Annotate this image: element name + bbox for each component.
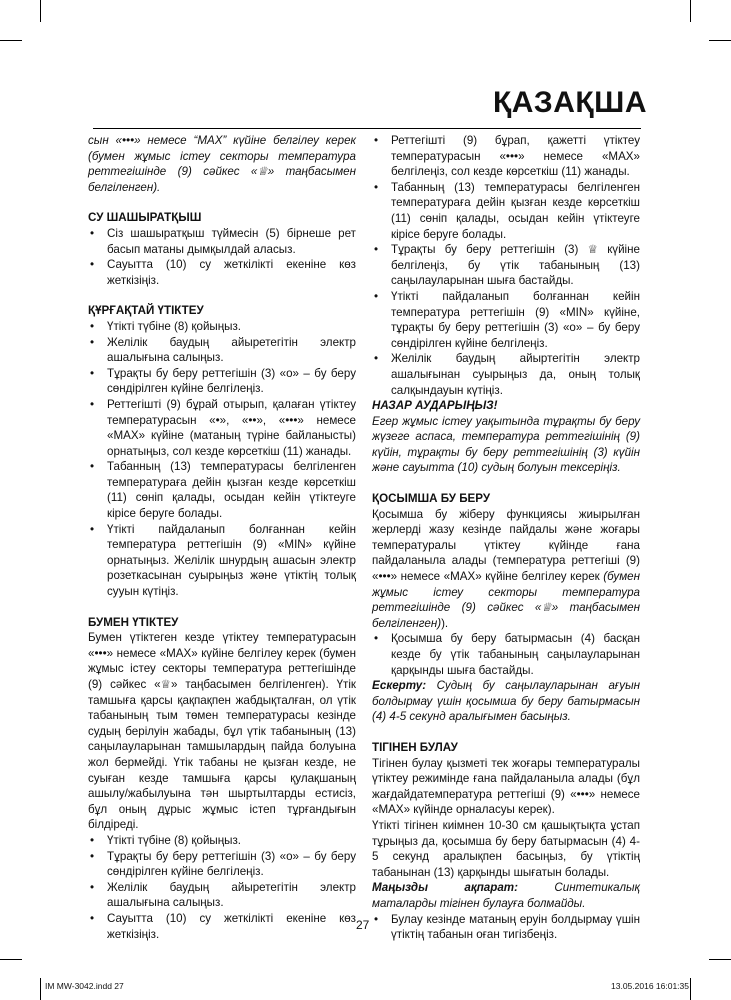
note-text: Судың бу саңылауларынан ағуын болдырмау үшін қосымша бу беру батырмасын (4) 4-5 секунд аралығымен басыңыз. [372,679,640,724]
list-item: • Сіз шашыратқыш түймесін (5) бірнеше рет басып матаны дымқылдай аласыз. [88,226,356,257]
section-heading-steam-ironing: БУМЕН ҮТІКТЕУ [88,615,179,629]
section-heading-dry-ironing: ҚҰРҒАҚТАЙ ҮТІКТЕУ [88,304,204,318]
list-item: • Реттегішті (9) бұрай отырып, қалаған үтіктеу температурасын «•», «••», «•••» немесе «MAX» күйіне (матаның түріне байланысты) орнатыңыз, сол кезде көрсеткіш (11) жанады. [88,397,356,459]
list-item: • Булау кезінде матаның еруін болдырмау үшін үтіктің табанын оған тигізбеңіз. [372,912,640,943]
section-heading-vertical-steam: ТІГІНЕН БУЛАУ [372,740,458,754]
note-paragraph [372,678,640,725]
crop-mark [709,40,731,41]
steam-ironing-list-continued [372,133,640,398]
extra-steam-list [372,631,640,678]
vertical-steam-list [372,912,640,943]
intro-paragraph: сын «•••» немесе “MAX” күйіне белгілеу керек (бумен жұмыс істеу секторы температура реттегішінде (9) сәйкес «♕» таңбасымен белгіленген). [88,134,356,194]
list-item: • Желілік баудың айыретегітін электр ашалығына салыңыз. [88,335,356,366]
list-item: • Үтікті түбіне (8) қойыңыз. [88,319,356,335]
list-item: • Табанның (13) температурасы белгіленген температураға дейін қызған кезде көрсеткіш (11) сөніп қалады, осыдан кейін үтіктеуге кірісе беруге болады. [372,180,640,242]
list-item: • Қосымша бу беру батырмасын (4) басқан кезде бу үтік табанының саңылауларынан қарқынды шыға бастайды. [372,631,640,678]
crop-mark [690,0,691,22]
note-label: Ескерту: [372,679,427,693]
crop-mark [690,978,691,1000]
dry-ironing-list [88,319,356,600]
vertical-steam-paragraph-2: Үтікті тігінен киімнен 10-30 см қашықтықта ұстап тұрыңыз да, қосымша бу беру батырмасын (4) 4-5 секунд аралықпен басыңыз, бу үтіктің табанынан (13) қарқынды шығатын болады. [372,818,640,879]
list-item: • Желілік баудың айыртегітін электр ашалығынан суырыңыз да, оның толық салқындауын күтіңіз. [372,351,640,398]
vertical-steam-paragraph-1: Тігінен булау қызметі тек жоғары температуралы үтіктеу режимінде ғана пайдаланыла алады (бұл жағдайдатемпература реттегіші (9) «•••» немесе «MAX» күйінде орналасуы керек). [372,756,640,817]
page-number: 27 [356,918,370,932]
crop-mark [0,959,22,960]
page-title: ҚАЗАҚША [492,86,647,119]
list-item: • Желілік баудың айыретегітін электр ашалығына салыңыз. [88,880,356,911]
crop-mark [40,0,41,22]
list-item: • Үтікті пайдаланып болғаннан кейін температура реттегішін (9) «MIN» күйіне орнатыңыз. Желілік шнурдың ашасын электр розеткасынан суырыңыз және үтіктің толық сууын күтіңіз. [88,522,356,600]
info-paragraph [372,880,640,911]
list-item: • Тұрақты бу беру реттегішін (3) ♕ күйіне белгілеңіз, бу үтік табанының (13) саңылауларынан шыға бастайды. [372,242,640,289]
list-item: • Реттегішті (9) бұрап, қажетті үтіктеу температурасын «•••» немесе «MAX» белгілеңіз, сол кезде көрсеткіш (11) жанады. [372,133,640,180]
header-rule [93,128,641,129]
crop-mark [709,959,731,960]
footer-timestamp: 13.05.2016 16:01:35 [611,981,689,991]
warning-heading: НАЗАР АУДАРЫҢЫЗ! [372,399,498,413]
spray-list [88,226,356,288]
list-item: • Тұрақты бу беру реттегішін (3) «о» – бу беру сөндірілген күйіне белгілеңіз. [88,849,356,880]
list-item: • Табанның (13) температурасы белгіленген температураға дейін қызған кезде көрсеткіш (11) сөніп қалады, осыдан кейін үтіктеуге кірісе беруге болады. [88,459,356,521]
section-heading-extra-steam: ҚОСЫМША БУ БЕРУ [372,492,491,506]
info-label: Маңызды ақпарат: [372,881,518,895]
extra-steam-text: Қосымша бу жіберу функциясы жиырылған жерлерді жазу кезінде пайдалы және жоғары температуралы үтіктеу күйінде ғана пайдаланыла алады (температура реттегіші (9) «•••» немесе «MAX» күйіне белгілеу керек [372,507,640,584]
warning-text: Егер жұмыс істеу уақытында тұрақты бу беру жүзеге аспаса, температура реттегішінің (9) күйін, тұрақты бу беру реттегішінің (3) күйін және сауытта (10) судың болуын тексеріңіз. [372,414,640,475]
list-item: • Сауытта (10) су жеткілікті екеніне көз жеткізіңіз. [88,911,356,942]
crop-mark [0,40,22,41]
extra-steam-italic: (бумен жұмыс істеу секторы температура реттегішінде (9) сәйкес «♕» таңбасымен белгіленген) [372,570,640,630]
info-text: Синтетикалық маталарды тігінен булауға болмайды. [372,881,640,910]
section-heading-spray: СУ ШАШЫРАТҚЫШ [88,211,202,225]
list-item: • Үтікті пайдаланып болғаннан кейін температура реттегішін (9) «MIN» күйіне, тұрақты бу беру реттегішін (3) «о» – бу беру сөндірілген күйіне белгілеңіз. [372,289,640,351]
list-item: • Тұрақты бу беру реттегішін (3) «о» – бу беру сөндірілген күйіне белгілеңіз. [88,366,356,397]
extra-steam-end: ). [441,616,449,630]
right-column [372,133,640,943]
list-item: • Сауытта (10) су жеткілікті екеніне көз жеткізіңіз. [88,257,356,288]
crop-mark [40,978,41,1000]
steam-ironing-list [88,833,356,942]
list-item: • Үтікті түбіне (8) қойыңыз. [88,833,356,849]
steam-ironing-paragraph: Бумен үтіктеген кезде үтіктеу температурасын «•••» немесе «MAX» күйіне белгілеу керек (бумен жұмыс істеу секторы температура реттегішінде (9) сәйкес «♕» таңбасымен белгіленген). Үтік тамшыға қарсы қақпақпен жабдықталған, ол үтік табанының тым төмен температурасы кезінде судың берілуін жабады, бұл үтік табанының (13) саңылауларынан тамшылардың пайда болуына жол бермейді. Үтік табаны не қызған кезде, не суыған кезде тамшыға қарсы қулақшаның ашылу/жабылуына тән шыртылтарды естисіз, бұл оның дұрыс жұмыс істеп тұрғандығын білдіреді. [88,631,356,832]
footer-file-label: IM MW-3042.indd 27 [45,981,124,991]
left-column [88,133,356,942]
extra-steam-paragraph [372,507,640,632]
